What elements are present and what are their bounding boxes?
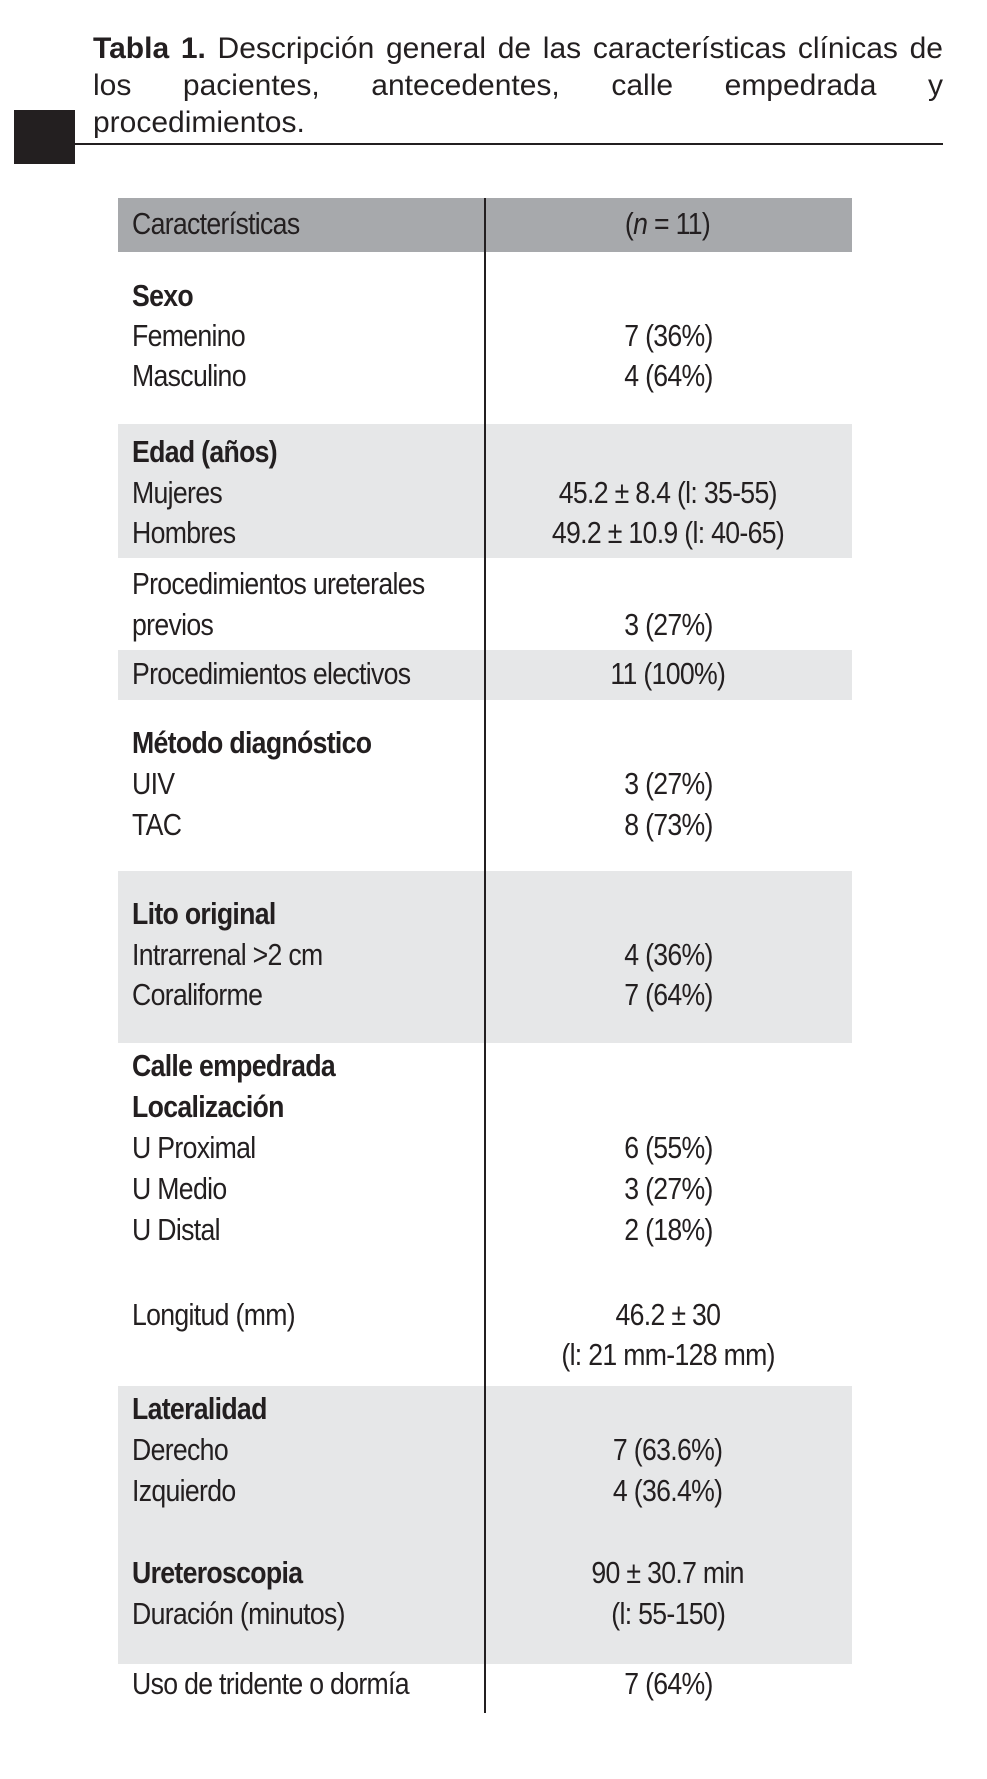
masculino-value: 4 (64%): [623, 358, 713, 393]
tac-value: 8 (73%): [623, 807, 713, 842]
masculino-label: Masculino: [132, 358, 246, 393]
duracion-label: Duración (minutos): [132, 1596, 345, 1631]
longitud-value-line1: 46.2 ± 30: [615, 1297, 721, 1332]
caption-label: Tabla 1.: [93, 32, 206, 65]
metodo-title: Método diagnóstico: [132, 725, 372, 760]
localizacion-title: Localización: [132, 1089, 284, 1124]
proximal-value: 6 (55%): [623, 1130, 713, 1165]
intrarrenal-label: Intrarrenal >2 cm: [132, 937, 323, 972]
header-paren: (: [625, 206, 634, 241]
ureteroscopia-value-line2: (l: 55-150): [611, 1596, 725, 1631]
hombres-label: Hombres: [132, 515, 236, 550]
mujeres-label: Mujeres: [132, 475, 223, 510]
coraliforme-value: 7 (64%): [623, 977, 713, 1012]
medio-label: U Medio: [132, 1171, 227, 1206]
izquierdo-label: Izquierdo: [132, 1473, 236, 1508]
hombres-value: 49.2 ± 10.9 (l: 40-65): [551, 515, 785, 550]
proximal-label: U Proximal: [132, 1130, 256, 1165]
distal-label: U Distal: [132, 1212, 220, 1247]
uiv-value: 3 (27%): [623, 766, 713, 801]
femenino-label: Femenino: [132, 318, 246, 353]
header-n-rest: = 11): [647, 206, 711, 241]
coraliforme-label: Coraliforme: [132, 977, 263, 1012]
electivos-value: 11 (100%): [610, 656, 726, 691]
tridente-value: 7 (64%): [623, 1666, 713, 1701]
calle-title: Calle empedrada: [132, 1048, 336, 1083]
header-n-italic: n: [633, 206, 648, 241]
izquierdo-value: 4 (36.4%): [613, 1473, 723, 1508]
longitud-value-line2: (l: 21 mm-128 mm): [561, 1337, 775, 1372]
medio-value: 3 (27%): [623, 1171, 713, 1206]
longitud-label: Longitud (mm): [132, 1297, 295, 1332]
sexo-title: Sexo: [132, 278, 193, 313]
ureterales-value: 3 (27%): [623, 607, 713, 642]
distal-value: 2 (18%): [623, 1212, 713, 1247]
lateralidad-title: Lateralidad: [132, 1391, 267, 1426]
derecho-value: 7 (63.6%): [613, 1432, 723, 1467]
uiv-label: UIV: [132, 766, 175, 801]
ureteroscopia-title: Ureteroscopia: [132, 1555, 303, 1590]
electivos-label: Procedimientos electivos: [132, 656, 411, 691]
intrarrenal-value: 4 (36%): [623, 937, 713, 972]
mujeres-value: 45.2 ± 8.4 (l: 35-55): [558, 475, 778, 510]
derecho-label: Derecho: [132, 1432, 228, 1467]
header-n: [484, 206, 852, 242]
lito-title: Lito original: [132, 896, 276, 931]
tridente-label: Uso de tridente o dormía: [132, 1666, 409, 1701]
header-caracteristicas: Características: [132, 206, 300, 241]
caption-text: Descripción general de las características clínicas de los pacientes, antecedentes, calle empedrada y procedimientos.: [93, 32, 943, 139]
edad-title: Edad (años): [132, 434, 278, 469]
ureteroscopia-value-line1: 90 ± 30.7 min: [591, 1555, 745, 1590]
caption-rule: [75, 143, 943, 145]
table-caption: [93, 30, 943, 141]
section-marker: [14, 110, 75, 164]
tac-label: TAC: [132, 807, 182, 842]
ureterales-label-line2: previos: [132, 607, 214, 642]
ureterales-label-line1: Procedimientos ureterales: [132, 566, 425, 601]
femenino-value: 7 (36%): [623, 318, 713, 353]
